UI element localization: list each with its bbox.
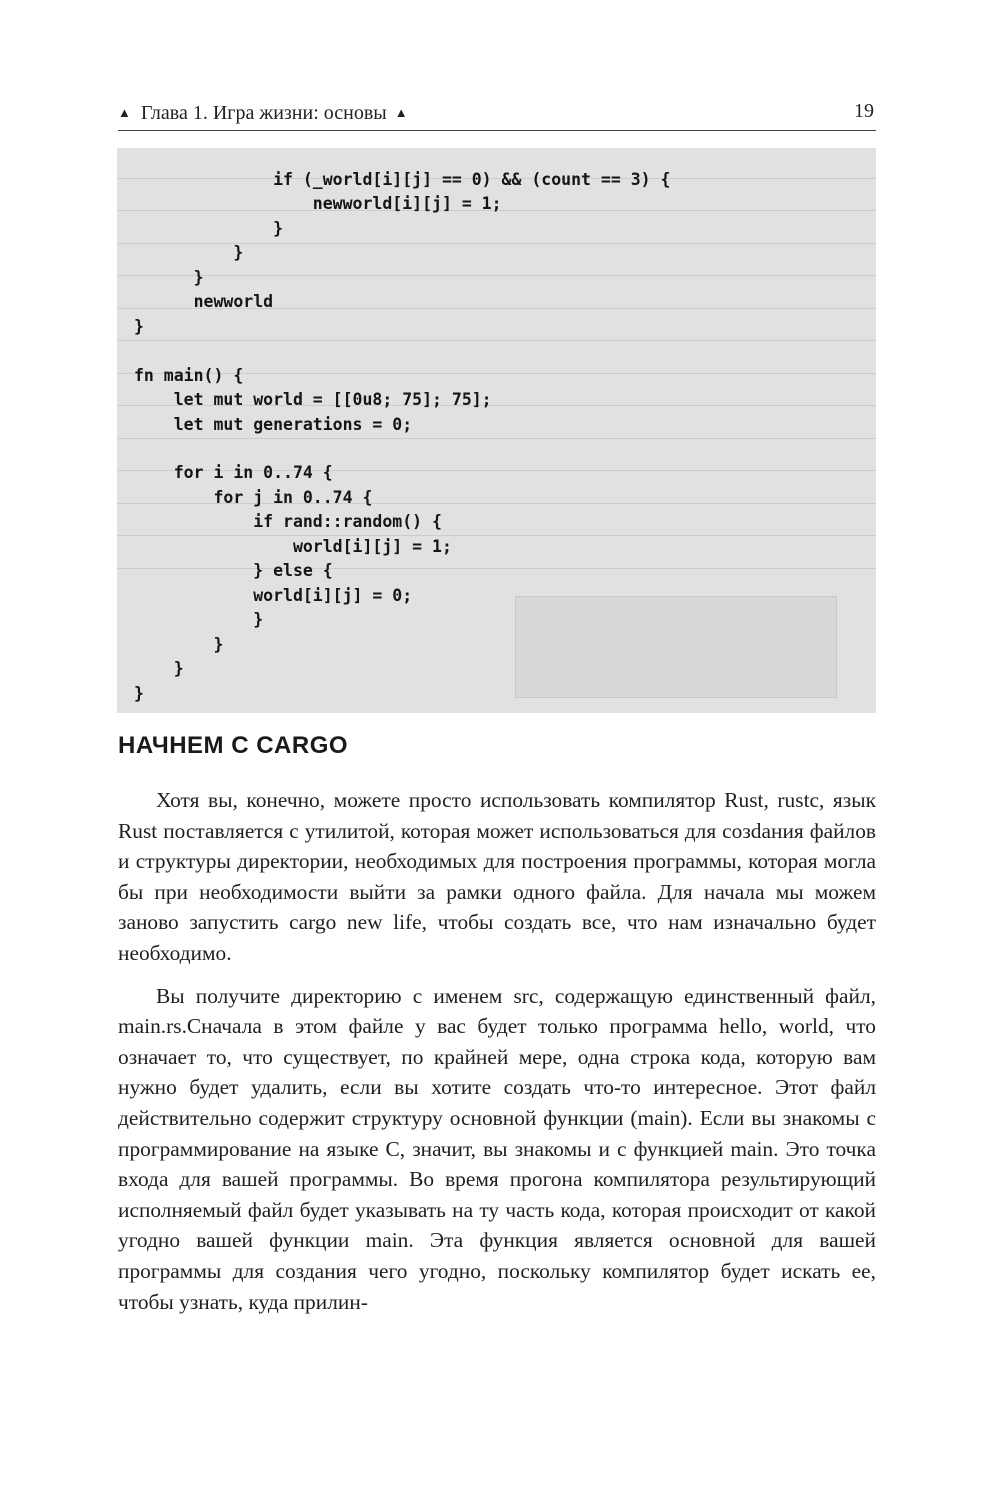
running-header (118, 100, 876, 131)
code-line: let mut world = [[0u8; 75]; 75]; (134, 390, 492, 410)
code-line: newworld (134, 292, 274, 312)
code-line: } (134, 634, 224, 654)
body-text (118, 785, 876, 1329)
code-line: world[i][j] = 0; (134, 585, 413, 605)
paragraph: Вы получите директорию с именем src, содержащую единственный файл, main.rs.Сначала в этом файле у вас будет только программа hello, world, что означает то, что существует, по крайней мере, одна строка кода, которую вам нужно будет удалить, если вы хотите создать что-то интересное. Этот файл действительно содержит структуру основной функции (main). Если вы знакомы с программирование на языке C, значит, вы знакомы и с функцией main. Это точка входа для вашей программы. Во время прогона компилятора результирующий исполняемый файл будет указывать на ту часть кода, которая происходит от какой угодно вашей функции main. Эта функция является основной для вашей программы для создания чего угодно, поскольку компилятор будет искать ее, чтобы узнать, куда прилин- (118, 983, 876, 1314)
page-number: 19 (854, 100, 874, 122)
code-line: if (_world[i][j] == 0) && (count == 3) { (134, 170, 671, 189)
chapter-title-text: Глава 1. Игра жизни: основы (140, 102, 387, 124)
code-line: fn main() { (134, 365, 244, 385)
code-line: } (134, 218, 284, 238)
code-line: } (134, 267, 204, 287)
code-line: let mut generations = 0; (134, 414, 413, 434)
code-line: } (134, 243, 244, 263)
code-line: world[i][j] = 1; (134, 536, 452, 556)
code-line: newworld[i][j] = 1; (134, 194, 502, 214)
code-line: for j in 0..74 { (134, 487, 373, 507)
code-line: } (134, 610, 264, 630)
section-heading: НАЧНЕМ С CARGO (118, 732, 349, 759)
code-line: } (134, 683, 144, 703)
code-line: } (134, 659, 184, 679)
chapter-title (118, 102, 408, 125)
code-line: } else { (134, 561, 333, 581)
triangle-up-icon: ▲ (394, 105, 408, 120)
paragraph: Хотя вы, конечно, можете просто использовать компилятор Rust, rustc, язык Rust поставляется с утилитой, которая может использоваться для созdания файлов и структуры директории, необходимых для построения программы, которая могла бы при необходимости выйти за рамки одного файла. Для начала мы можем заново запустить cargo new life, чтобы создать все, что нам изначально будет необходимо. (118, 788, 876, 965)
code-line: } (134, 316, 144, 336)
code-block (134, 168, 670, 706)
code-listing-image (117, 148, 876, 713)
code-line: for i in 0..74 { (134, 463, 333, 483)
code-line: if rand::random() { (134, 512, 442, 532)
triangle-up-icon: ▲ (118, 105, 131, 120)
